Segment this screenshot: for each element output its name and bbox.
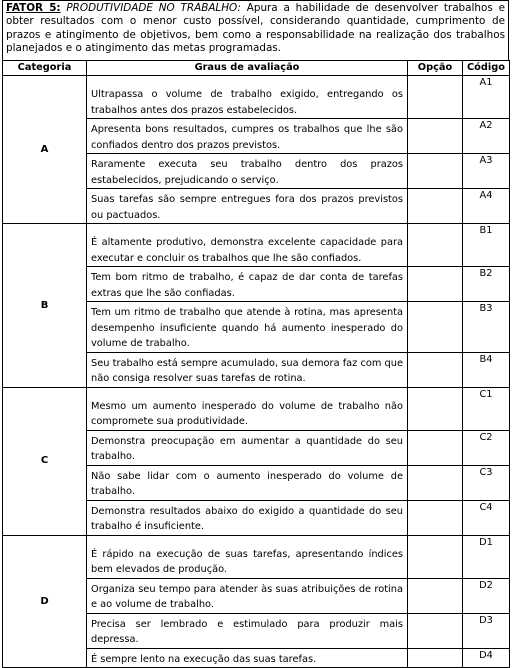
option-cell[interactable] (408, 465, 463, 500)
option-cell[interactable] (408, 430, 463, 465)
factor-description: Apura a habilidade de desenvolver trabalhos e obter resultados com o menor custo possível, considerando quantidade, cumprimento de prazos e atingimento de objetivos, bem como a responsabilidade na realização dos trabalhos planejados e o atingimento das metas programadas. (6, 2, 505, 54)
factor-number: FATOR 5: (6, 2, 61, 14)
table-row (3, 535, 510, 578)
grade-description: Suas tarefas são sempre entregues fora dos prazos previstos ou pactuados. (87, 189, 408, 224)
grade-code: A4 (463, 189, 510, 224)
category-label: D (3, 535, 87, 668)
evaluation-table (2, 60, 510, 668)
grade-code: A3 (463, 154, 510, 189)
grade-description: É sempre lento na execução das suas tarefas. (87, 648, 408, 668)
grade-description: É rápido na execução de suas tarefas, apresentando índices bem elevados de produção. (87, 535, 408, 578)
option-cell[interactable] (408, 267, 463, 302)
category-label: A (3, 76, 87, 224)
option-cell[interactable] (408, 352, 463, 387)
grade-code: B1 (463, 224, 510, 267)
grade-code: D2 (463, 578, 510, 613)
grade-code: B3 (463, 302, 510, 353)
grade-description: Precisa ser lembrado e estimulado para produzir mais depressa. (87, 613, 408, 648)
table-row (3, 387, 510, 430)
option-cell[interactable] (408, 224, 463, 267)
option-cell[interactable] (408, 154, 463, 189)
grade-code: B2 (463, 267, 510, 302)
grade-code: D4 (463, 648, 510, 668)
option-cell[interactable] (408, 302, 463, 353)
grade-description: Tem um ritmo de trabalho que atende à rotina, mas apresenta desempenho insuficiente quando há aumento inesperado do volume de trabalho. (87, 302, 408, 353)
grade-description: Tem bom ritmo de trabalho, é capaz de dar conta de tarefas extras que lhe são confiadas. (87, 267, 408, 302)
table-row (3, 224, 510, 267)
option-cell[interactable] (408, 76, 463, 119)
column-header-categoria: Categoria (3, 61, 87, 76)
option-cell[interactable] (408, 119, 463, 154)
grade-description: Não sabe lidar com o aumento inesperado do volume de trabalho. (87, 465, 408, 500)
grade-code: A1 (463, 76, 510, 119)
option-cell[interactable] (408, 578, 463, 613)
option-cell[interactable] (408, 500, 463, 535)
table-row (3, 76, 510, 119)
column-header-graus: Graus de avaliação (87, 61, 408, 76)
grade-description: Raramente executa seu trabalho dentro dos prazos estabelecidos, prejudicando o serviço. (87, 154, 408, 189)
grade-code: D3 (463, 613, 510, 648)
grade-description: É altamente produtivo, demonstra excelente capacidade para executar e concluir os trabalhos que lhe são confiados. (87, 224, 408, 267)
factor-header (2, 0, 509, 60)
option-cell[interactable] (408, 648, 463, 668)
category-label: B (3, 224, 87, 388)
evaluation-sheet (2, 0, 511, 665)
option-cell[interactable] (408, 613, 463, 648)
grade-description: Ultrapassa o volume de trabalho exigido, entregando os trabalhos antes dos prazos estabelecidos. (87, 76, 408, 119)
grade-code: B4 (463, 352, 510, 387)
grade-description: Demonstra preocupação em aumentar a quantidade do seu trabalho. (87, 430, 408, 465)
grade-code: C2 (463, 430, 510, 465)
grade-code: C3 (463, 465, 510, 500)
table-header-row (3, 61, 510, 76)
factor-title: PRODUTIVIDADE NO TRABALHO: (66, 2, 241, 14)
option-cell[interactable] (408, 535, 463, 578)
column-header-codigo: Código (463, 61, 510, 76)
option-cell[interactable] (408, 189, 463, 224)
grade-description: Seu trabalho está sempre acumulado, sua demora faz com que não consiga resolver suas tarefas de rotina. (87, 352, 408, 387)
grade-description: Mesmo um aumento inesperado do volume de trabalho não compromete sua produtividade. (87, 387, 408, 430)
grade-code: A2 (463, 119, 510, 154)
grade-description: Apresenta bons resultados, cumpres os trabalhos que lhe são confiados dentro dos prazos previstos. (87, 119, 408, 154)
grade-code: C1 (463, 387, 510, 430)
grade-code: D1 (463, 535, 510, 578)
grade-description: Demonstra resultados abaixo do exigido a quantidade do seu trabalho é insuficiente. (87, 500, 408, 535)
grade-description: Organiza seu tempo para atender às suas atribuições de rotina e ao volume de trabalho. (87, 578, 408, 613)
grade-code: C4 (463, 500, 510, 535)
option-cell[interactable] (408, 387, 463, 430)
column-header-opcao: Opção (408, 61, 463, 76)
category-label: C (3, 387, 87, 535)
